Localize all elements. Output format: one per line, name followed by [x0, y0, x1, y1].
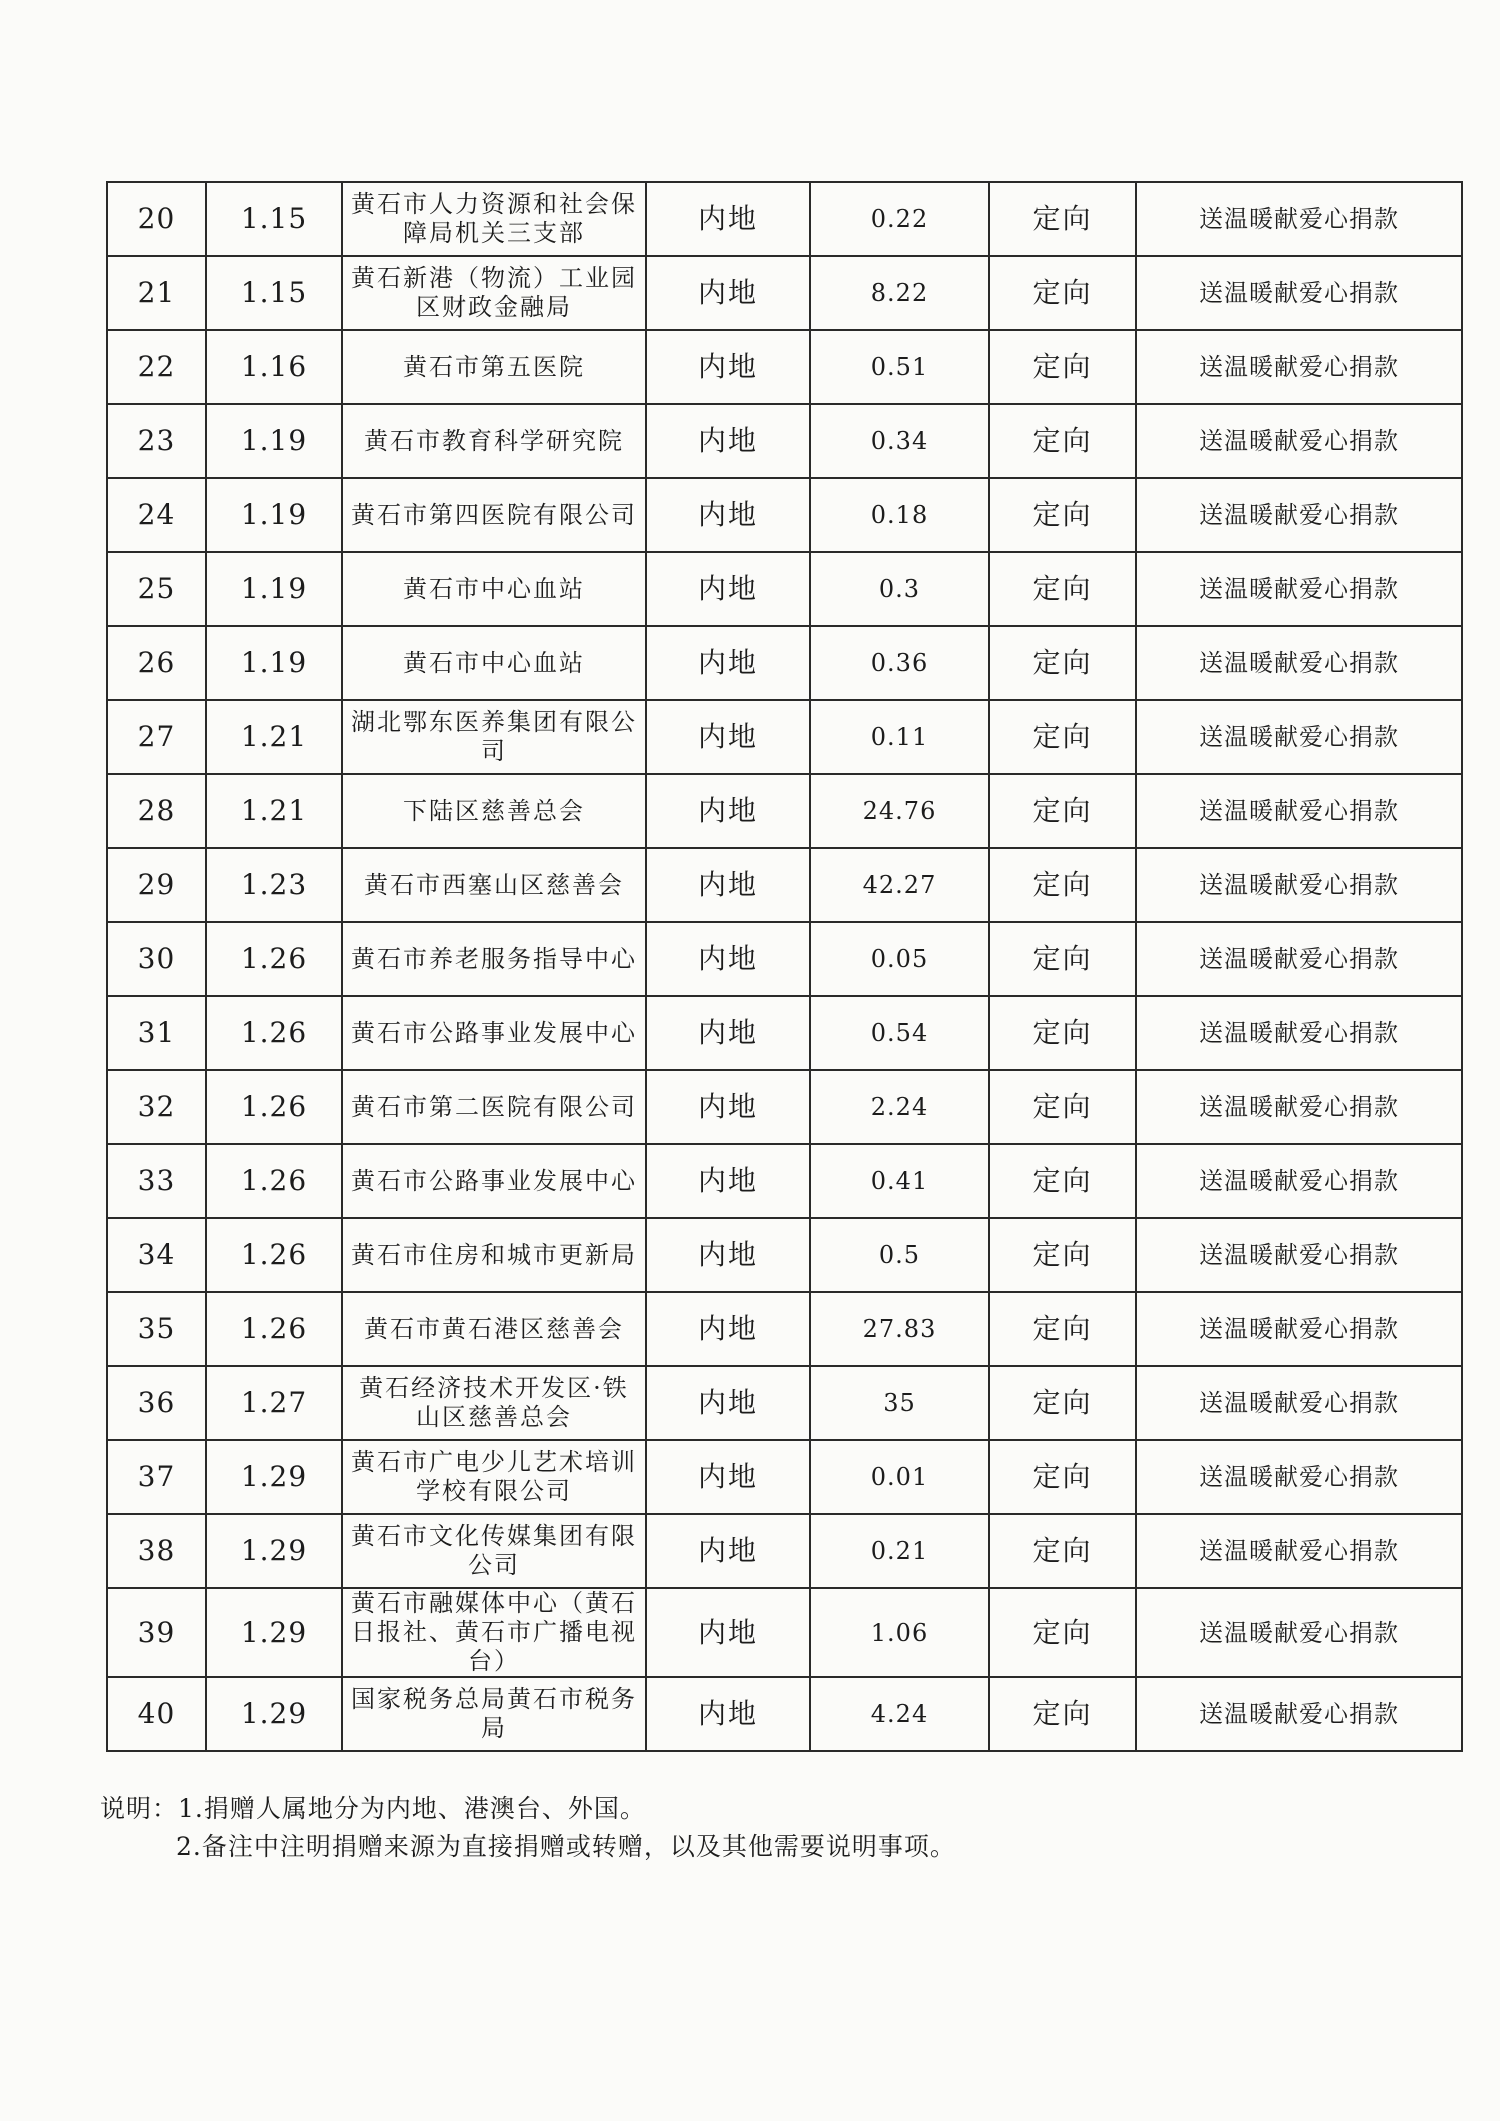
cell-amount: 0.54: [810, 996, 989, 1070]
cell-purpose: 送温暖献爱心捐款: [1136, 552, 1462, 626]
cell-donor: 黄石市第二医院有限公司: [342, 1070, 646, 1144]
cell-donor: 国家税务总局黄石市税务局: [342, 1677, 646, 1751]
cell-donation-type: 定向: [989, 700, 1136, 774]
cell-serial-number: 26: [107, 626, 206, 700]
cell-donor: 黄石市第四医院有限公司: [342, 478, 646, 552]
cell-purpose: 送温暖献爱心捐款: [1136, 774, 1462, 848]
cell-amount: 0.36: [810, 626, 989, 700]
cell-region: 内地: [646, 1514, 810, 1588]
cell-donation-type: 定向: [989, 330, 1136, 404]
cell-serial-number: 31: [107, 996, 206, 1070]
cell-date: 1.26: [206, 1144, 342, 1218]
cell-date: 1.15: [206, 256, 342, 330]
cell-date: 1.21: [206, 700, 342, 774]
cell-region: 内地: [646, 1366, 810, 1440]
cell-purpose: 送温暖献爱心捐款: [1136, 1440, 1462, 1514]
cell-serial-number: 34: [107, 1218, 206, 1292]
notes: [100, 1790, 956, 1866]
cell-donation-type: 定向: [989, 626, 1136, 700]
cell-region: 内地: [646, 1440, 810, 1514]
cell-region: 内地: [646, 774, 810, 848]
cell-serial-number: 29: [107, 848, 206, 922]
cell-amount: 35: [810, 1366, 989, 1440]
cell-purpose: 送温暖献爱心捐款: [1136, 848, 1462, 922]
cell-donation-type: 定向: [989, 1677, 1136, 1751]
cell-amount: 0.11: [810, 700, 989, 774]
cell-region: 内地: [646, 182, 810, 256]
cell-donation-type: 定向: [989, 1588, 1136, 1677]
cell-donation-type: 定向: [989, 1070, 1136, 1144]
cell-donor: 湖北鄂东医养集团有限公司: [342, 700, 646, 774]
cell-donor: 黄石市教育科学研究院: [342, 404, 646, 478]
cell-purpose: 送温暖献爱心捐款: [1136, 1292, 1462, 1366]
cell-purpose: 送温暖献爱心捐款: [1136, 1677, 1462, 1751]
cell-donation-type: 定向: [989, 848, 1136, 922]
table-row: [107, 774, 1462, 848]
cell-purpose: 送温暖献爱心捐款: [1136, 182, 1462, 256]
cell-donation-type: 定向: [989, 1144, 1136, 1218]
donation-table: [106, 181, 1463, 1752]
cell-region: 内地: [646, 700, 810, 774]
cell-date: 1.16: [206, 330, 342, 404]
cell-donation-type: 定向: [989, 182, 1136, 256]
cell-serial-number: 33: [107, 1144, 206, 1218]
cell-serial-number: 23: [107, 404, 206, 478]
cell-serial-number: 21: [107, 256, 206, 330]
cell-amount: 27.83: [810, 1292, 989, 1366]
cell-region: 内地: [646, 1588, 810, 1677]
table-row: [107, 1070, 1462, 1144]
cell-serial-number: 30: [107, 922, 206, 996]
cell-region: 内地: [646, 996, 810, 1070]
cell-serial-number: 38: [107, 1514, 206, 1588]
cell-region: 内地: [646, 1070, 810, 1144]
cell-serial-number: 27: [107, 700, 206, 774]
table-row: [107, 996, 1462, 1070]
table-row: [107, 256, 1462, 330]
cell-serial-number: 32: [107, 1070, 206, 1144]
cell-date: 1.15: [206, 182, 342, 256]
cell-region: 内地: [646, 404, 810, 478]
table-row: [107, 1366, 1462, 1440]
cell-donor: 黄石市融媒体中心（黄石日报社、黄石市广播电视台）: [342, 1588, 646, 1677]
cell-donation-type: 定向: [989, 996, 1136, 1070]
cell-date: 1.21: [206, 774, 342, 848]
cell-date: 1.29: [206, 1514, 342, 1588]
cell-donor: 黄石经济技术开发区·铁山区慈善总会: [342, 1366, 646, 1440]
cell-serial-number: 40: [107, 1677, 206, 1751]
cell-region: 内地: [646, 1292, 810, 1366]
table-row: [107, 1588, 1462, 1677]
table-row: [107, 1218, 1462, 1292]
cell-donation-type: 定向: [989, 256, 1136, 330]
table-row: [107, 404, 1462, 478]
cell-amount: 0.22: [810, 182, 989, 256]
table-row: [107, 1144, 1462, 1218]
cell-date: 1.19: [206, 404, 342, 478]
cell-amount: 0.5: [810, 1218, 989, 1292]
cell-donor: 黄石市文化传媒集团有限公司: [342, 1514, 646, 1588]
donation-table-body: [107, 182, 1462, 1751]
cell-date: 1.29: [206, 1677, 342, 1751]
cell-donor: 黄石市公路事业发展中心: [342, 1144, 646, 1218]
cell-date: 1.23: [206, 848, 342, 922]
cell-amount: 0.34: [810, 404, 989, 478]
note-line-1: 说明：1.捐赠人属地分为内地、港澳台、外国。: [100, 1794, 646, 1823]
cell-purpose: 送温暖献爱心捐款: [1136, 1144, 1462, 1218]
cell-purpose: 送温暖献爱心捐款: [1136, 404, 1462, 478]
cell-amount: 0.41: [810, 1144, 989, 1218]
cell-serial-number: 28: [107, 774, 206, 848]
table-row: [107, 1292, 1462, 1366]
cell-donor: 黄石市人力资源和社会保障局机关三支部: [342, 182, 646, 256]
cell-purpose: 送温暖献爱心捐款: [1136, 922, 1462, 996]
table-row: [107, 478, 1462, 552]
cell-donor: 黄石市住房和城市更新局: [342, 1218, 646, 1292]
cell-donor: 黄石市西塞山区慈善会: [342, 848, 646, 922]
cell-date: 1.29: [206, 1588, 342, 1677]
cell-donor: 黄石市第五医院: [342, 330, 646, 404]
cell-amount: 8.22: [810, 256, 989, 330]
cell-donation-type: 定向: [989, 1514, 1136, 1588]
cell-amount: 0.01: [810, 1440, 989, 1514]
cell-purpose: 送温暖献爱心捐款: [1136, 700, 1462, 774]
cell-region: 内地: [646, 922, 810, 996]
cell-donation-type: 定向: [989, 404, 1136, 478]
cell-date: 1.26: [206, 922, 342, 996]
cell-donor: 黄石市黄石港区慈善会: [342, 1292, 646, 1366]
cell-region: 内地: [646, 1218, 810, 1292]
cell-region: 内地: [646, 256, 810, 330]
cell-amount: 0.3: [810, 552, 989, 626]
cell-date: 1.26: [206, 1292, 342, 1366]
cell-amount: 2.24: [810, 1070, 989, 1144]
cell-serial-number: 37: [107, 1440, 206, 1514]
cell-donation-type: 定向: [989, 774, 1136, 848]
cell-serial-number: 39: [107, 1588, 206, 1677]
cell-donation-type: 定向: [989, 478, 1136, 552]
cell-donor: 黄石市中心血站: [342, 626, 646, 700]
cell-donor: 黄石市养老服务指导中心: [342, 922, 646, 996]
cell-date: 1.26: [206, 1218, 342, 1292]
table-row: [107, 1514, 1462, 1588]
cell-amount: 1.06: [810, 1588, 989, 1677]
cell-date: 1.27: [206, 1366, 342, 1440]
cell-amount: 24.76: [810, 774, 989, 848]
cell-donation-type: 定向: [989, 922, 1136, 996]
cell-purpose: 送温暖献爱心捐款: [1136, 996, 1462, 1070]
cell-purpose: 送温暖献爱心捐款: [1136, 256, 1462, 330]
cell-region: 内地: [646, 1677, 810, 1751]
cell-amount: 0.21: [810, 1514, 989, 1588]
cell-region: 内地: [646, 848, 810, 922]
cell-region: 内地: [646, 330, 810, 404]
cell-date: 1.19: [206, 626, 342, 700]
cell-donor: 黄石市中心血站: [342, 552, 646, 626]
table-row: [107, 700, 1462, 774]
cell-serial-number: 24: [107, 478, 206, 552]
cell-amount: 0.18: [810, 478, 989, 552]
cell-purpose: 送温暖献爱心捐款: [1136, 626, 1462, 700]
cell-amount: 4.24: [810, 1677, 989, 1751]
cell-donation-type: 定向: [989, 1440, 1136, 1514]
cell-donor: 黄石市广电少儿艺术培训学校有限公司: [342, 1440, 646, 1514]
cell-purpose: 送温暖献爱心捐款: [1136, 1366, 1462, 1440]
cell-purpose: 送温暖献爱心捐款: [1136, 1070, 1462, 1144]
cell-donation-type: 定向: [989, 552, 1136, 626]
cell-region: 内地: [646, 552, 810, 626]
cell-date: 1.19: [206, 552, 342, 626]
cell-donation-type: 定向: [989, 1218, 1136, 1292]
table-row: [107, 552, 1462, 626]
cell-donor: 黄石市公路事业发展中心: [342, 996, 646, 1070]
table-row: [107, 1677, 1462, 1751]
cell-region: 内地: [646, 1144, 810, 1218]
table-row: [107, 922, 1462, 996]
cell-region: 内地: [646, 626, 810, 700]
cell-date: 1.26: [206, 996, 342, 1070]
cell-donation-type: 定向: [989, 1366, 1136, 1440]
cell-amount: 0.51: [810, 330, 989, 404]
cell-region: 内地: [646, 478, 810, 552]
table-row: [107, 330, 1462, 404]
cell-purpose: 送温暖献爱心捐款: [1136, 478, 1462, 552]
cell-serial-number: 25: [107, 552, 206, 626]
cell-purpose: 送温暖献爱心捐款: [1136, 1588, 1462, 1677]
cell-date: 1.29: [206, 1440, 342, 1514]
cell-serial-number: 35: [107, 1292, 206, 1366]
table-row: [107, 1440, 1462, 1514]
cell-donation-type: 定向: [989, 1292, 1136, 1366]
cell-date: 1.26: [206, 1070, 342, 1144]
cell-amount: 0.05: [810, 922, 989, 996]
cell-serial-number: 22: [107, 330, 206, 404]
cell-amount: 42.27: [810, 848, 989, 922]
cell-purpose: 送温暖献爱心捐款: [1136, 1514, 1462, 1588]
cell-serial-number: 20: [107, 182, 206, 256]
cell-donor: 下陆区慈善总会: [342, 774, 646, 848]
cell-donor: 黄石新港（物流）工业园区财政金融局: [342, 256, 646, 330]
table-row: [107, 626, 1462, 700]
note-line-2: 2.备注中注明捐赠来源为直接捐赠或转赠，以及其他需要说明事项。: [176, 1832, 956, 1861]
table-row: [107, 182, 1462, 256]
cell-serial-number: 36: [107, 1366, 206, 1440]
cell-purpose: 送温暖献爱心捐款: [1136, 1218, 1462, 1292]
table-row: [107, 848, 1462, 922]
cell-date: 1.19: [206, 478, 342, 552]
cell-purpose: 送温暖献爱心捐款: [1136, 330, 1462, 404]
